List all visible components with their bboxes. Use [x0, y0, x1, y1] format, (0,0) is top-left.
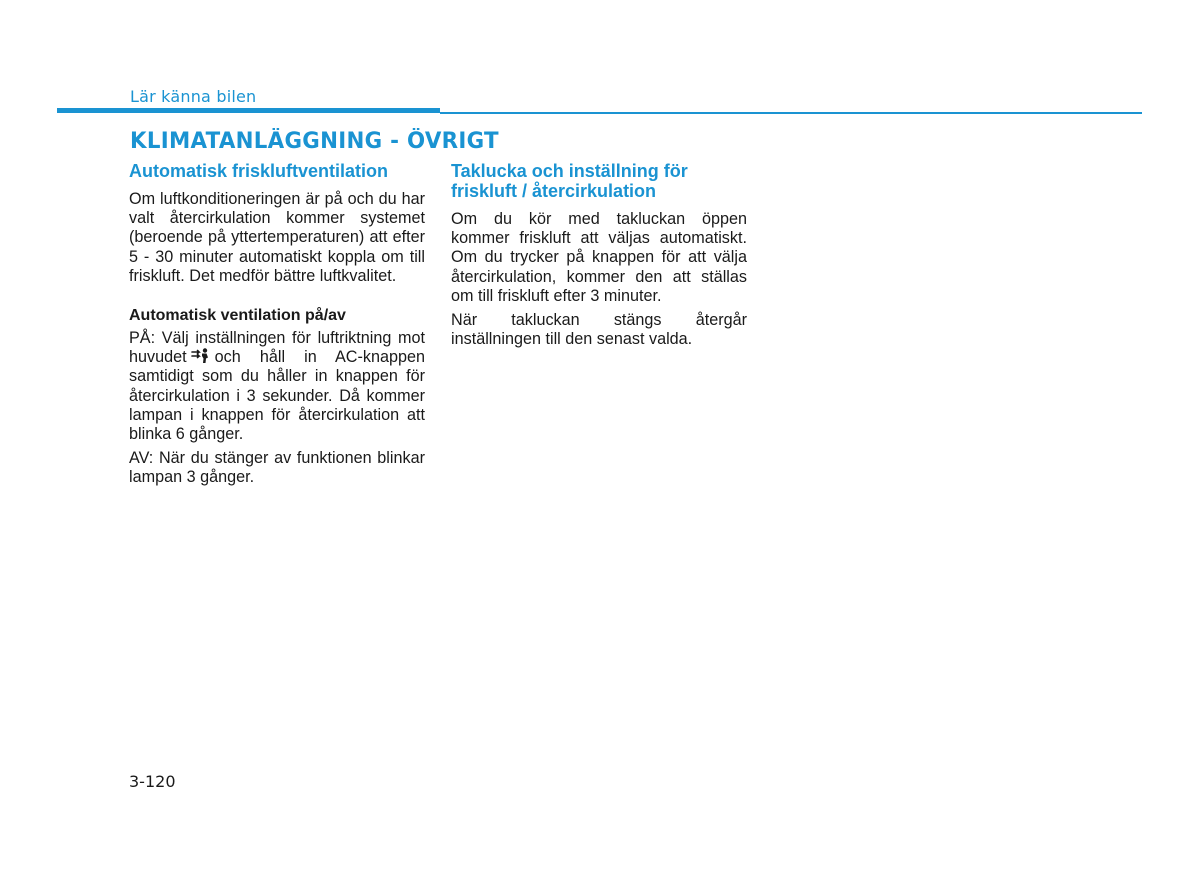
- page-title: KLIMATANLÄGGNING - ÖVRIGT: [130, 129, 499, 154]
- paragraph-fresh-air-intro: Om luftkonditioneringen är på och du har valt återcirkulation kommer systemet (beroende på yttertemperaturen) att efter 5 - 30 minuter automatiskt koppla om till friskluft. Det medför bättre luftkvalitet.: [129, 190, 425, 285]
- paragraph-sunroof-open: Om du kör med takluckan öppen kommer friskluft att väljas automatiskt. Om du trycker på knappen för att välja återcirkulation, kommer den att ställas om till friskluft efter 3 minuter.: [451, 210, 747, 305]
- subheading-auto-ventilation: Automatisk ventilation på/av: [129, 307, 346, 325]
- section-label: Lär känna bilen: [130, 87, 257, 106]
- right-column: [451, 161, 747, 354]
- paragraph-sunroof-closed: När takluckan stängs återgår inställningen till den senast valda.: [451, 311, 747, 349]
- header-rule-thick: [57, 108, 440, 113]
- page-number: 3-120: [129, 772, 176, 791]
- header-rule-thin: [440, 112, 1142, 114]
- paragraph-auto-ventilation-on: [129, 329, 425, 444]
- heading-sunroof-recirculation: Taklucka och inställning för friskluft / återcirkulation: [451, 161, 688, 201]
- text-on-before-icon: PÅ: Välj inställningen för luftriktning mot huvudet: [129, 329, 425, 367]
- paragraph-auto-ventilation-off: AV: När du stänger av funktionen blinkar lampan 3 gånger.: [129, 449, 425, 487]
- left-column: [129, 161, 425, 493]
- face-vent-icon: [191, 348, 211, 364]
- heading-fresh-air-ventilation: Automatisk friskluftventilation: [129, 161, 389, 181]
- text-on-after-icon: och håll in AC-knappen samtidigt som du håller in knappen för återcirkulation i 3 sekunder. Då kommer lampan i knappen för återcirkulation att blinka 6 gånger.: [129, 348, 425, 444]
